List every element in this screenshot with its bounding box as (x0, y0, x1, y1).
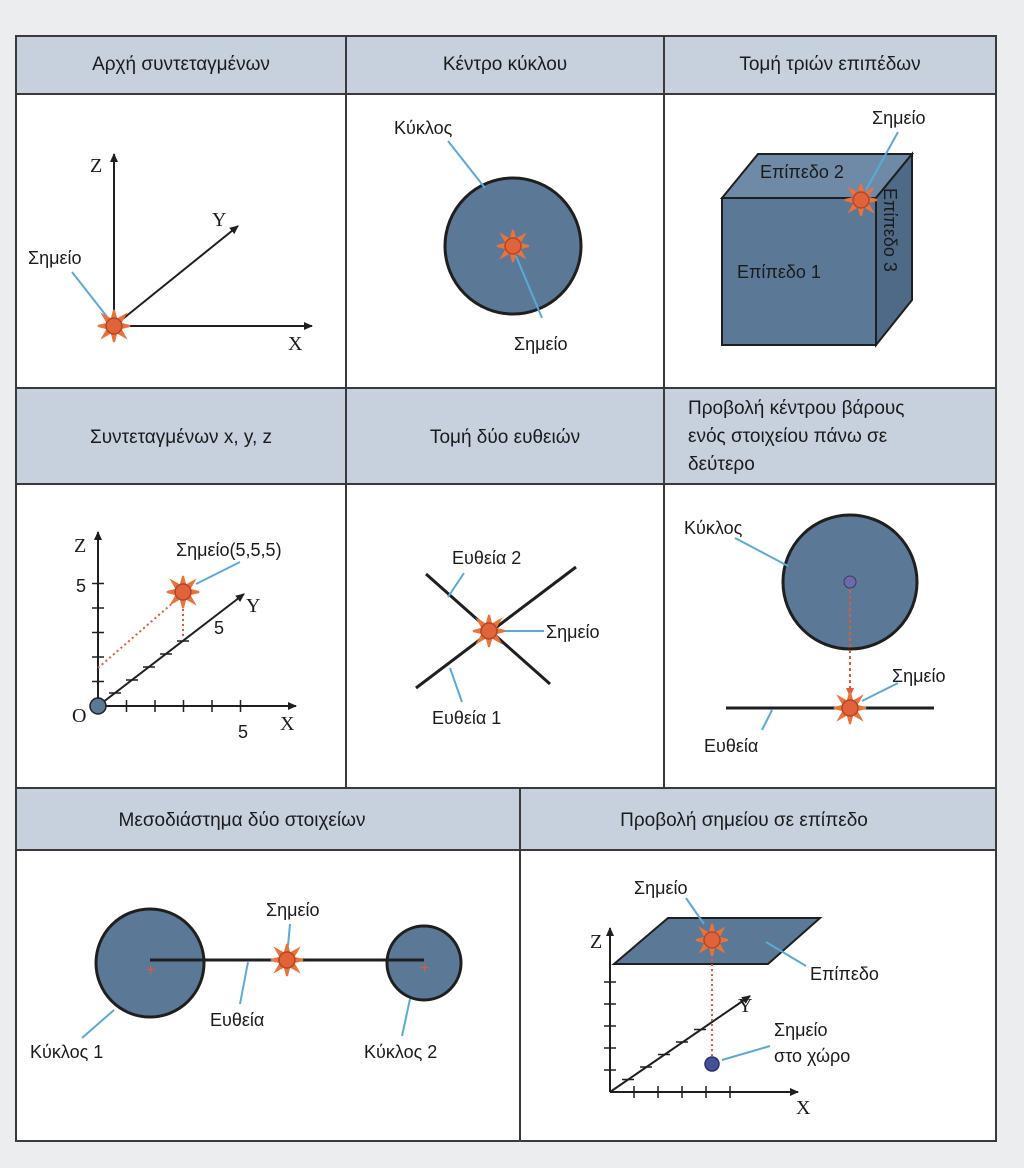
point-label: Σημείο (266, 900, 320, 920)
z-tick-5: 5 (76, 576, 87, 596)
y-axis-label: Y (246, 595, 261, 617)
plane-2-label: Επίπεδο 2 (760, 162, 844, 182)
z-axis-label: Z (590, 931, 603, 953)
x-axis-label: X (288, 333, 303, 355)
point-star-icon (167, 576, 199, 608)
line-2-label: Ευθεία 2 (452, 548, 522, 568)
line-1-label: Ευθεία 1 (432, 708, 502, 728)
plane-3-label: Επίπεδο 3 (880, 188, 900, 272)
y-axis-label: Y (738, 995, 753, 1017)
point-star-icon (271, 944, 303, 976)
point-star-icon (473, 615, 505, 647)
line-label: Ευθεία (704, 736, 759, 756)
point-label: Σημείο (634, 878, 688, 898)
circle-1-label: Κύκλος 1 (30, 1042, 104, 1062)
point-star-icon (845, 184, 877, 216)
z-axis-label: Z (90, 155, 103, 177)
point-label: Σημείο (28, 248, 82, 268)
circle-label: Κύκλος (394, 118, 453, 138)
circle-2-label: Κύκλος 2 (364, 1042, 438, 1062)
projection-center-title-line-1: Προβολή κέντρου βάρους (688, 398, 905, 419)
circle-center-title: Κέντρο κύκλου (442, 54, 568, 75)
space-point (705, 1057, 719, 1071)
projection-center-title-line-3: δεύτερο (688, 454, 755, 475)
point-label: Σημείο (872, 108, 926, 128)
three-planes-title: Τομή τριών επιπέδων (739, 54, 921, 75)
point-label: Σημείο (546, 622, 600, 642)
xyz-title: Συντεταγμένων x, y, z (89, 427, 273, 448)
point-star-icon (696, 924, 728, 956)
plane-1-label: Επίπεδο 1 (737, 262, 821, 282)
origin-title: Αρχή συντεταγμένων (92, 54, 270, 75)
circle-1-center-mark: + (146, 962, 156, 979)
projection-center-title-line-2: ενός στοιχείου πάνω σε (688, 426, 888, 447)
origin-point (90, 698, 106, 714)
point-star-icon (98, 310, 130, 342)
midpoint-title: Μεσοδιάστημα δύο στοιχείων (118, 810, 366, 831)
circle-2-center-mark: + (420, 960, 430, 977)
circle-label: Κύκλος (684, 518, 743, 538)
point-label: Σημείο (514, 334, 568, 354)
point-label: Σημείο(5,5,5) (176, 540, 282, 560)
point-label: Σημείο (892, 666, 946, 686)
z-axis-label: Z (74, 535, 87, 557)
two-lines-title: Τομή δύο ευθειών (429, 427, 581, 448)
space-point-label-line-1: Σημείο (774, 1020, 828, 1040)
point-to-plane-title: Προβολή σημείου σε επίπεδο (620, 810, 868, 831)
space-point-label-line-2: στο χώρο (774, 1046, 851, 1066)
origin-label: O (72, 705, 87, 727)
y-axis-label: Y (212, 209, 227, 231)
x-axis-label: X (280, 713, 295, 735)
point-star-icon (834, 692, 866, 724)
line-label: Ευθεία (210, 1010, 265, 1030)
point-star-icon (497, 230, 529, 262)
x-axis-label: X (796, 1097, 811, 1119)
y-tick-5: 5 (214, 618, 225, 638)
plane-label: Επίπεδο (810, 964, 879, 984)
circle-center-point (844, 576, 856, 588)
x-tick-5: 5 (238, 722, 249, 742)
